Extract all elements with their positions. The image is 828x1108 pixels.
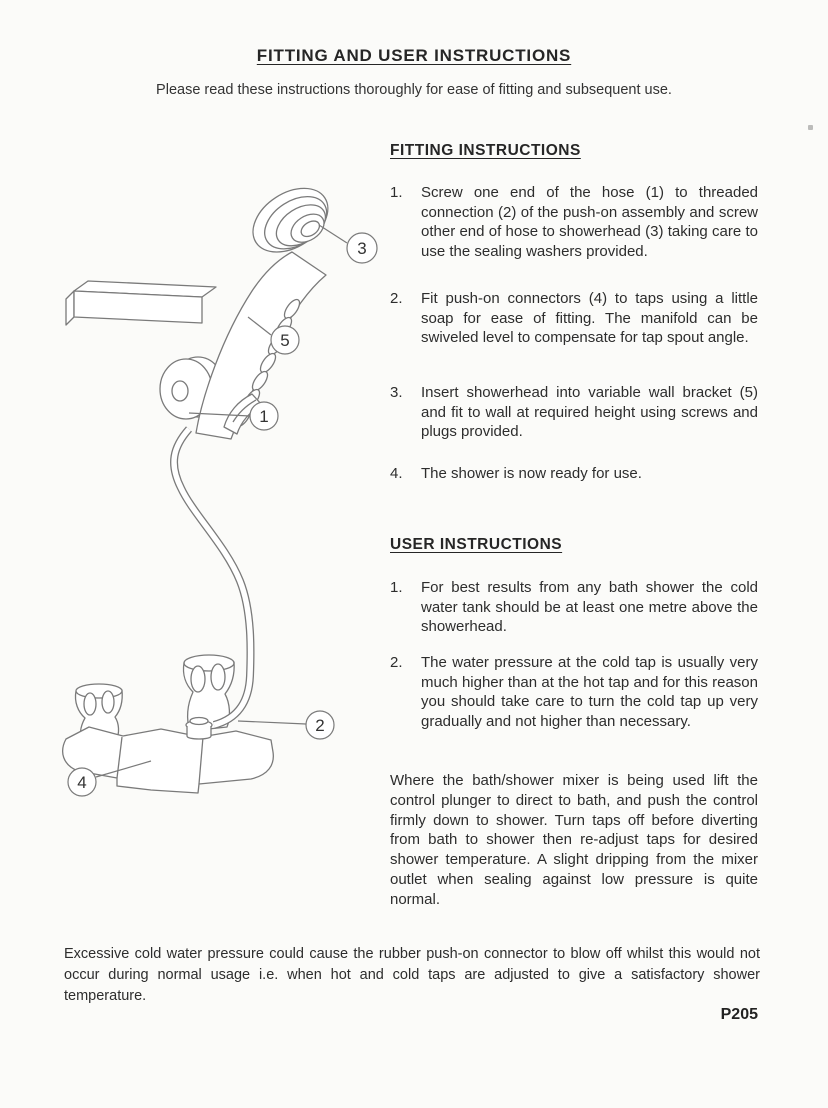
- callout-label-wall-bracket: 5: [280, 331, 290, 350]
- callout-label-threaded-connection: 2: [315, 716, 325, 735]
- showerhead-drawing: [196, 175, 340, 439]
- user-item-1: [390, 578, 758, 637]
- callout-label-hose: 1: [259, 407, 269, 426]
- user-item-2: [390, 653, 758, 731]
- wall-bracket-drawing: [66, 281, 224, 419]
- fitting-instructions-heading: FITTING INSTRUCTIONS: [390, 142, 581, 159]
- item-number: 2.: [390, 654, 403, 671]
- user-instructions-heading: USER INSTRUCTIONS: [390, 536, 563, 553]
- page-title: FITTING AND USER INSTRUCTIONS: [256, 46, 572, 65]
- fitting-item-1: [390, 183, 758, 261]
- item-number: 1.: [390, 184, 403, 201]
- intro-text: Please read these instructions thoroughly for ease of fitting and subsequent use.: [156, 82, 672, 98]
- item-number: 2.: [390, 290, 403, 307]
- item-text: Insert showerhead into variable wall bracket (5) and fit to wall at required height using screws and plugs provided.: [421, 384, 758, 441]
- item-text: For best results from any bath shower the cold water tank should be at least one metre above the showerhead.: [421, 579, 758, 636]
- shower-diagram: [30, 175, 390, 815]
- tap-assembly-drawing: [63, 655, 274, 793]
- fitting-item-3: [390, 383, 758, 442]
- scan-speck: [808, 125, 813, 130]
- item-number: 4.: [390, 465, 403, 482]
- item-number: 1.: [390, 579, 403, 596]
- item-text: Fit push-on connectors (4) to taps using a little soap for ease of fitting. The manifold can be swiveled level to compensate for tap spout angle.: [421, 290, 758, 347]
- pressure-warning: Excessive cold water pressure could cause the rubber push-on connector to blow off whilst this would not occur during normal usage i.e. when hot and cold taps are adjusted to give a satisfactory shower temperature.: [64, 946, 760, 1004]
- fitting-item-4: [390, 464, 758, 484]
- item-number: 3.: [390, 384, 403, 401]
- page-code: P205: [720, 1006, 758, 1023]
- fitting-item-2: [390, 289, 758, 348]
- item-text: The water pressure at the cold tap is usually very much higher than at the hot tap and for this reason you should take care to turn the cold tap up very gradually and not higher than necessary.: [421, 654, 758, 730]
- threaded-connection-drawing: [186, 718, 212, 740]
- item-text: The shower is now ready for use.: [421, 465, 642, 482]
- mixer-note: Where the bath/shower mixer is being used lift the control plunger to direct to bath, and push the control firmly down to shower. Turn taps off before diverting from bath to shower then re-adjust taps for desired shower temperature. A slight dripping from the mixer outlet when sealing against low pressure is quite normal.: [390, 772, 758, 908]
- callout-label-showerhead: 3: [357, 239, 367, 258]
- callout-label-push-on-connectors: 4: [77, 773, 87, 792]
- item-text: Screw one end of the hose (1) to threaded connection (2) of the push-on assembly and screw other end of hose to showerhead (3) taking care to use the sealing washers provided.: [421, 184, 758, 260]
